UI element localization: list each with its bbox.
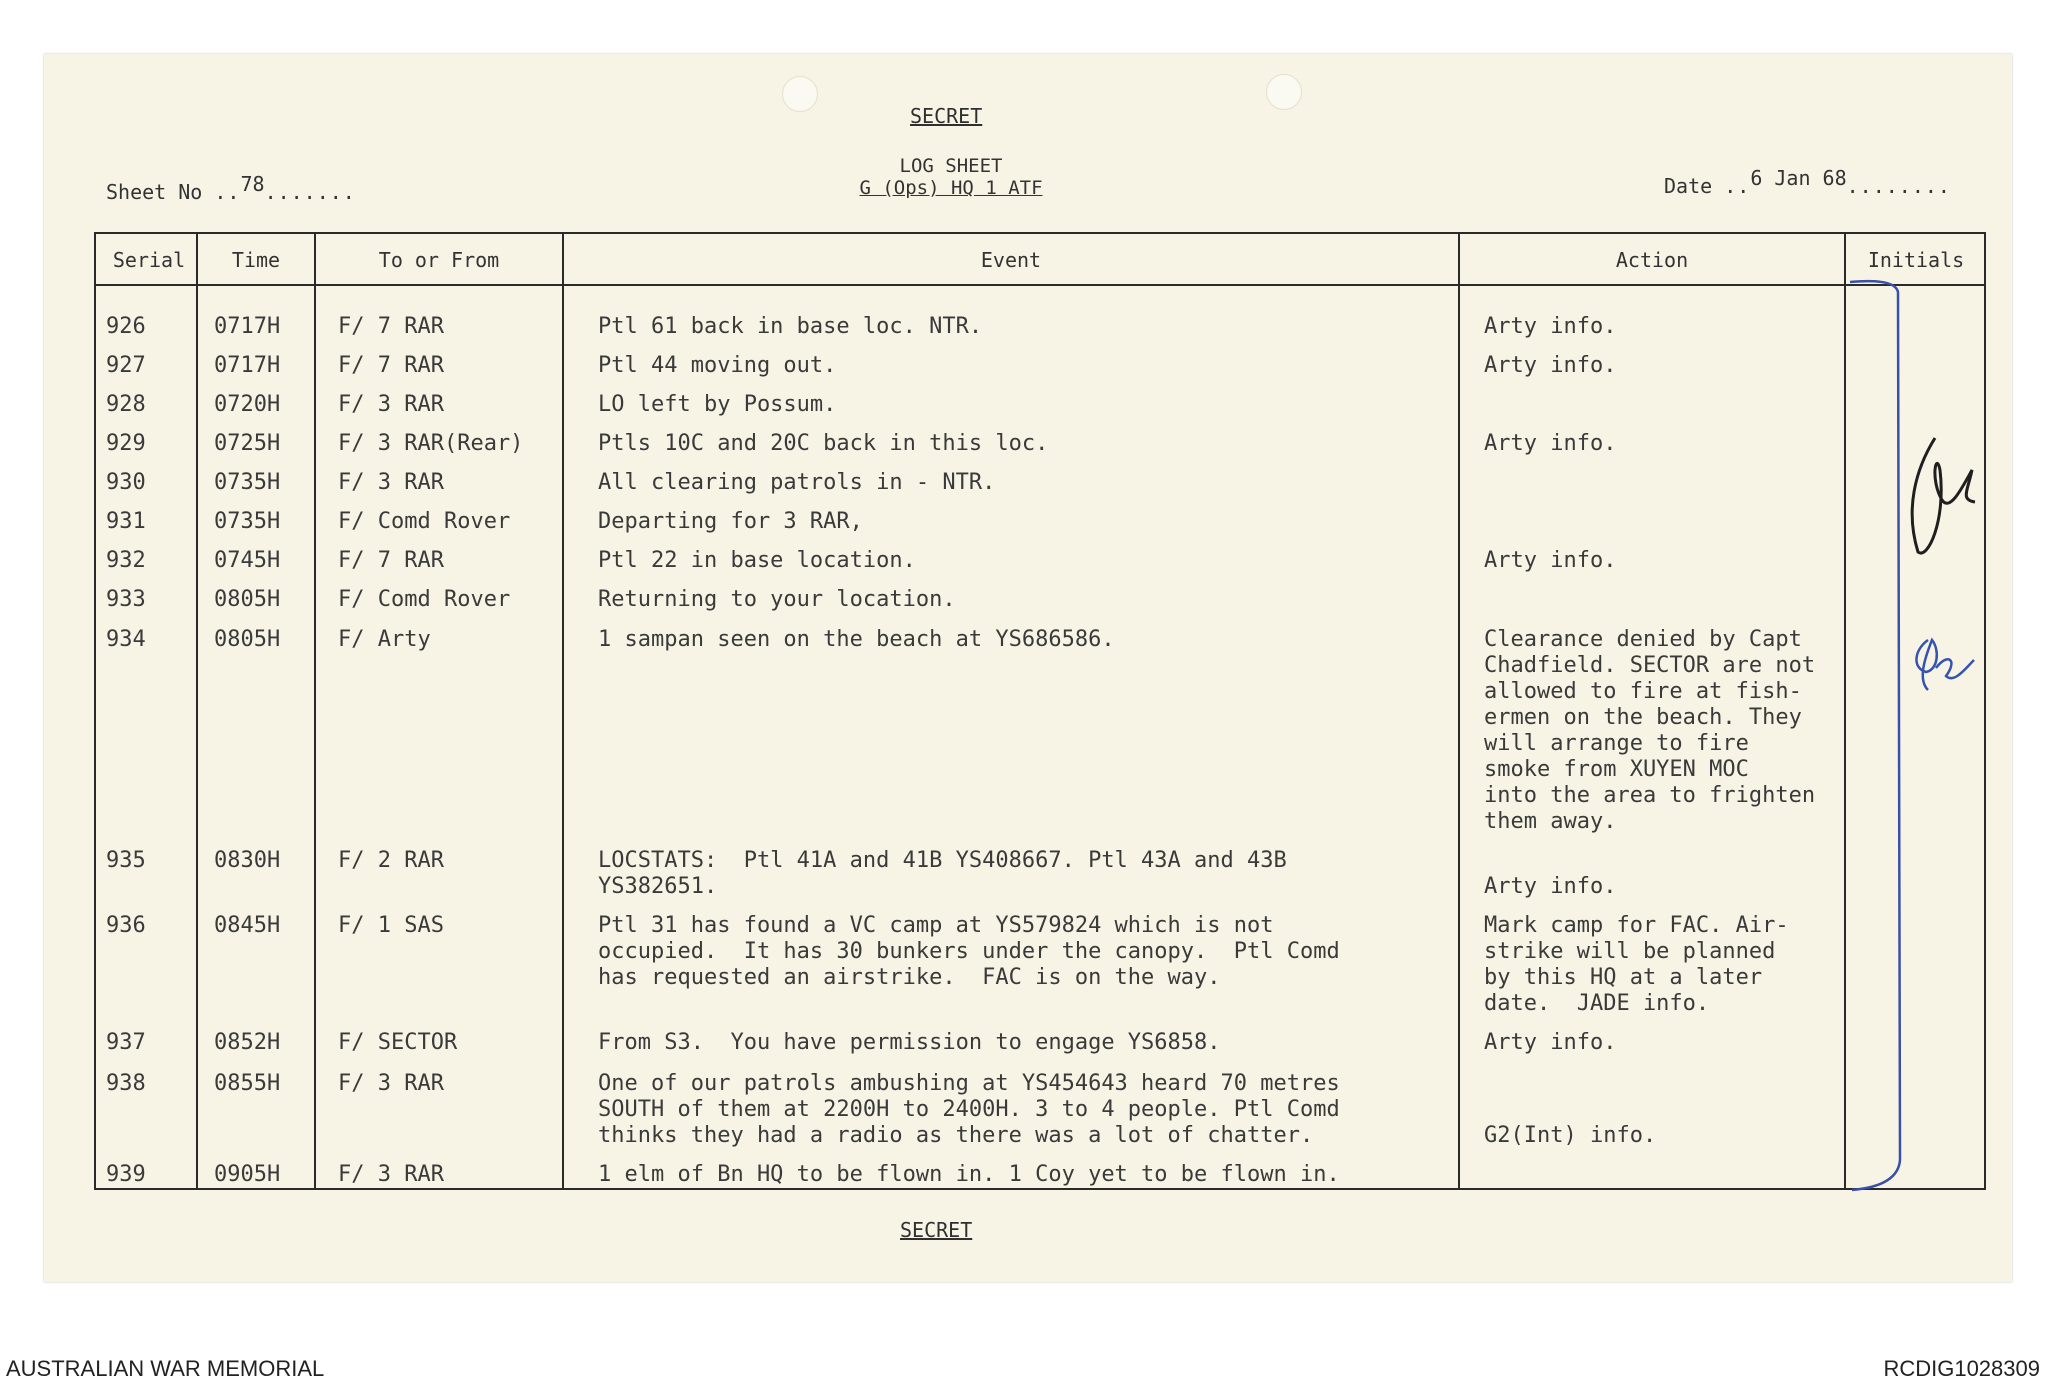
classification-top: SECRET: [910, 104, 983, 128]
row-serial: 928: [106, 392, 146, 417]
row-action: Arty info.: [1484, 874, 1617, 899]
row-time: 0720H: [214, 392, 281, 417]
row-event: Ptl 22 in base location.: [598, 548, 916, 573]
row-time: 0830H: [214, 848, 281, 873]
row-event: Returning to your location.: [598, 587, 956, 612]
row-action: Arty info.: [1484, 548, 1617, 573]
row-time: 0717H: [214, 353, 281, 378]
row-serial: 936: [106, 913, 146, 938]
row-serial: 938: [106, 1071, 146, 1096]
row-serial: 931: [106, 509, 146, 534]
row-serial: 927: [106, 353, 146, 378]
row-action: G2(Int) info.: [1484, 1123, 1657, 1148]
row-to-from: F/ 3 RAR: [338, 470, 444, 495]
row-time: 0717H: [214, 314, 281, 339]
col-event: Event: [980, 248, 1042, 272]
archive-label: AUSTRALIAN WAR MEMORIAL: [6, 1356, 325, 1381]
row-time: 0725H: [214, 431, 281, 456]
row-time: 0855H: [214, 1071, 281, 1096]
row-time: 0745H: [214, 548, 281, 573]
col-time: Time: [231, 248, 281, 272]
row-event: From S3. You have permission to engage YS6858.: [598, 1030, 1221, 1055]
row-action: Mark camp for FAC. Air- strike will be planned by this HQ at a later date. JADE info.: [1484, 913, 1789, 1016]
row-to-from: F/ 3 RAR: [338, 392, 444, 417]
row-serial: 932: [106, 548, 146, 573]
row-to-from: F/ Comd Rover: [338, 509, 511, 534]
row-event: Ptl 44 moving out.: [598, 353, 837, 378]
punch-hole-left: [782, 76, 818, 112]
row-action: Arty info.: [1484, 353, 1617, 378]
log-sheet-title: [846, 155, 1056, 199]
row-event: LO left by Possum.: [598, 392, 837, 417]
row-serial: 935: [106, 848, 146, 873]
row-action: Arty info.: [1484, 431, 1617, 456]
row-time: 0735H: [214, 470, 281, 495]
sheet-number: Sheet No ..78.......: [106, 172, 356, 204]
row-serial: 930: [106, 470, 146, 495]
col-initials: Initials: [1867, 248, 1965, 272]
row-serial: 926: [106, 314, 146, 339]
row-time: 0905H: [214, 1162, 281, 1187]
row-to-from: F/ 1 SAS: [338, 913, 444, 938]
date-value: 6 Jan 68: [1750, 166, 1847, 190]
row-time: 0805H: [214, 587, 281, 612]
row-action: Arty info.: [1484, 314, 1617, 339]
row-event: One of our patrols ambushing at YS454643 heard 70 metres SOUTH of them at 2200H to 2400H. 3 to 4 people. Ptl Comd thinks they had a radio as there was a lot of chatter.: [598, 1071, 1340, 1148]
row-serial: 933: [106, 587, 146, 612]
row-time: 0852H: [214, 1030, 281, 1055]
date-label: Date: [1664, 174, 1713, 198]
col-serial: Serial: [112, 248, 186, 272]
row-event: Ptls 10C and 20C back in this loc.: [598, 431, 1049, 456]
row-time: 0845H: [214, 913, 281, 938]
archive-id: RCDIG1028309: [1883, 1356, 2040, 1381]
row-event: Departing for 3 RAR,: [598, 509, 863, 534]
row-to-from: F/ 7 RAR: [338, 314, 444, 339]
row-to-from: F/ SECTOR: [338, 1030, 458, 1055]
row-serial: 939: [106, 1162, 146, 1187]
row-event: LOCSTATS: Ptl 41A and 41B YS408667. Ptl 43A and 43B YS382651.: [598, 848, 1287, 899]
row-to-from: F/ 7 RAR: [338, 353, 444, 378]
row-time: 0805H: [214, 627, 281, 652]
row-action: Arty info.: [1484, 1030, 1617, 1055]
row-to-from: F/ 3 RAR(Rear): [338, 431, 524, 456]
row-event: All clearing patrols in - NTR.: [598, 470, 996, 495]
row-time: 0735H: [214, 509, 281, 534]
col-action: Action: [1615, 248, 1689, 272]
row-to-from: F/ 3 RAR: [338, 1071, 444, 1096]
punch-hole-right: [1266, 74, 1302, 110]
row-event: 1 sampan seen on the beach at YS686586.: [598, 627, 1115, 652]
row-serial: 934: [106, 627, 146, 652]
date-field: Date ..6 Jan 68........: [1664, 166, 1951, 198]
row-to-from: F/ Arty: [338, 627, 431, 652]
row-serial: 937: [106, 1030, 146, 1055]
title-line-1: LOG SHEET: [899, 155, 1003, 177]
row-action: Clearance denied by Capt Chadfield. SECTOR are not allowed to fire at fish- ermen on the beach. They will arrange to fire smoke from XUYEN MOC into the area to frighten them away.: [1484, 627, 1816, 834]
row-event: Ptl 31 has found a VC camp at YS579824 which is not occupied. It has 30 bunkers under the canopy. Ptl Comd has requested an airstrike. FAC is on the way.: [598, 913, 1340, 990]
row-to-from: F/ 3 RAR: [338, 1162, 444, 1187]
row-event: Ptl 61 back in base loc. NTR.: [598, 314, 983, 339]
row-to-from: F/ 7 RAR: [338, 548, 444, 573]
row-to-from: F/ Comd Rover: [338, 587, 511, 612]
title-line-2: G (Ops) HQ 1 ATF: [859, 177, 1043, 199]
row-serial: 929: [106, 431, 146, 456]
row-to-from: F/ 2 RAR: [338, 848, 444, 873]
col-to-from: To or From: [378, 248, 500, 272]
classification-bottom: SECRET: [900, 1218, 973, 1242]
row-event: 1 elm of Bn HQ to be flown in. 1 Coy yet to be flown in.: [598, 1162, 1340, 1187]
sheet-label: Sheet No: [106, 180, 203, 204]
sheet-number-value: 78: [240, 172, 265, 196]
